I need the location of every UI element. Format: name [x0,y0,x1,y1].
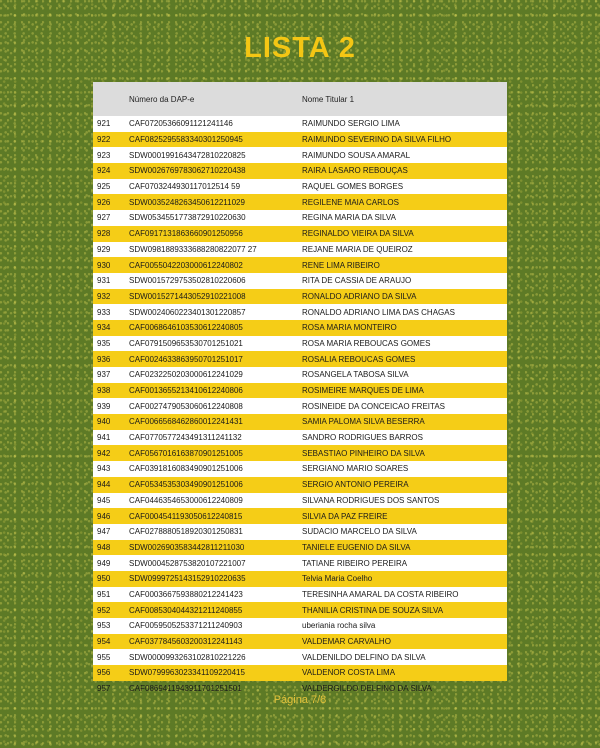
row-index: 936 [97,354,111,364]
row-holder-name: VALDERGILDO DELFINO DA SILVA [302,684,432,694]
row-index: 938 [97,386,111,396]
table-row [93,587,507,603]
row-index: 924 [97,166,111,176]
row-holder-name: RITA DE CASSIA DE ARAUJO [302,276,412,286]
row-holder-name: ROSIMEIRE MARQUES DE LIMA [302,386,424,396]
table-row [93,116,507,132]
table-row [93,634,507,650]
row-holder-name: SUDACIO MARCELO DA SILVA [302,527,417,537]
row-holder-name: TATIANE RIBEIRO PEREIRA [302,558,408,568]
row-index: 923 [97,150,111,160]
row-index: 949 [97,558,111,568]
table-row [93,571,507,587]
table-row [93,445,507,461]
row-dap-number: SDW0015271443052910221008 [129,291,246,301]
row-dap-number: CAF0003667593880212241423 [129,589,243,599]
table-row [93,414,507,430]
row-index: 945 [97,495,111,505]
row-holder-name: VALDENILDO DELFINO DA SILVA [302,652,426,662]
row-holder-name: ROSANGELA TABOSA SILVA [302,370,409,380]
row-holder-name: TANIELE EUGENIO DA SILVA [302,542,411,552]
row-dap-number: SDW0999725143152910220635 [129,574,246,584]
row-index: 930 [97,260,111,270]
row-index: 940 [97,417,111,427]
row-dap-number: SDW0015729753502810220606 [129,276,246,286]
table-row [93,210,507,226]
row-index: 955 [97,652,111,662]
row-holder-name: SERGIO ANTONIO PEREIRA [302,480,409,490]
row-holder-name: ROSA MARIA MONTEIRO [302,323,397,333]
row-index: 950 [97,574,111,584]
row-index: 947 [97,527,111,537]
row-holder-name: SANDRO RODRIGUES BARROS [302,433,423,443]
row-index: 925 [97,182,111,192]
row-holder-name: THANILIA CRISTINA DE SOUZA SILVA [302,605,444,615]
row-index: 944 [97,480,111,490]
row-holder-name: RONALDO ADRIANO DA SILVA [302,291,417,301]
row-dap-number: CAF0791509653530701251021 [129,338,243,348]
row-index: 941 [97,433,111,443]
row-dap-number: CAF0770577243491311241132 [129,433,242,443]
row-dap-number: SDW0001991643472810220825 [129,150,246,160]
row-holder-name: VALDEMAR CARVALHO [302,637,391,647]
row-holder-name: SEBASTIAO PINHEIRO DA SILVA [302,448,425,458]
row-index: 943 [97,464,111,474]
table-row [93,367,507,383]
row-index: 928 [97,229,111,239]
row-index: 932 [97,291,111,301]
row-holder-name: VALDENOR COSTA LIMA [302,668,396,678]
row-holder-name: RENE LIMA RIBEIRO [302,260,380,270]
table-row [93,555,507,571]
table-row [93,304,507,320]
page-title: LISTA 2 [244,32,356,64]
row-dap-number: CAF0534535303490901251006 [129,480,243,490]
row-holder-name: REGILENE MAIA CARLOS [302,197,399,207]
row-dap-number: CAF0085304044321211240855 [129,605,243,615]
row-holder-name: RAIRA LASARO REBOUÇAS [302,166,408,176]
row-index: 937 [97,370,111,380]
row-dap-number: CAF0027479053060612240808 [129,401,243,411]
row-index: 922 [97,135,111,145]
row-index: 931 [97,276,111,286]
row-index: 954 [97,637,111,647]
row-holder-name: REGINA MARIA DA SILVA [302,213,396,223]
row-index: 929 [97,244,111,254]
table-row [93,430,507,446]
row-dap-number: CAF0068646103530612240805 [129,323,243,333]
table-row [93,461,507,477]
table-row [93,508,507,524]
table-row [93,618,507,634]
table-row [93,163,507,179]
row-dap-number: CAF0391816083490901251006 [129,464,243,474]
table-header [93,82,507,116]
table-row [93,477,507,493]
row-holder-name: Telvia Maria Coelho [302,574,373,584]
row-index: 934 [97,323,111,333]
row-dap-number: CAF0024633863950701251017 [129,354,243,364]
row-index: 935 [97,338,111,348]
table-body [93,116,507,696]
row-holder-name: RAIMUNDO SOUSA AMARAL [302,150,411,160]
row-dap-number: CAF0917131863660901250956 [129,229,243,239]
table-row [93,147,507,163]
row-dap-number: SDW0026769783062710220438 [129,166,246,176]
table-row [93,665,507,681]
row-dap-number: CAF0278880518920301250831 [129,527,243,537]
table-row [93,524,507,540]
header-holder-name: Nome Titular 1 [302,94,355,104]
row-holder-name: ROSA MARIA REBOUCAS GOMES [302,338,431,348]
row-dap-number: CAF0377845603200312241143 [129,637,243,647]
row-holder-name: RAIMUNDO SEVERINO DA SILVA FILHO [302,135,452,145]
row-index: 953 [97,621,111,631]
row-dap-number: CAF0004541193050612240815 [129,511,243,521]
table-row [93,351,507,367]
row-holder-name: TERESINHA AMARAL DA COSTA RIBEIRO [302,589,459,599]
row-index: 921 [97,119,111,129]
row-dap-number: CAF0446354653000612240809 [129,495,243,505]
row-dap-number: CAF0055042203000612240802 [129,260,243,270]
table-row [93,383,507,399]
row-dap-number: CAF0703244930117012514 59 [129,182,241,192]
table-row [93,257,507,273]
row-holder-name: REGINALDO VIEIRA DA SILVA [302,229,414,239]
table-row [93,649,507,665]
row-dap-number: SDW0004528753820107221007 [129,558,246,568]
row-index: 956 [97,668,111,678]
table-row [93,398,507,414]
header-dap-number: Número da DAP-e [129,94,195,104]
row-index: 951 [97,589,111,599]
row-dap-number: SDW0981889333688280822077 27 [129,244,257,254]
row-holder-name: RONALDO ADRIANO LIMA DAS CHAGAS [302,307,455,317]
row-index: 957 [97,684,111,694]
row-holder-name: ROSALIA REBOUCAS GOMES [302,354,416,364]
row-index: 946 [97,511,111,521]
row-holder-name: RAQUEL GOMES BORGES [302,182,404,192]
row-index: 948 [97,542,111,552]
row-dap-number: SDW0035248263450612211029 [129,197,245,207]
row-index: 942 [97,448,111,458]
table-row [93,179,507,195]
row-dap-number: SDW0000993263102810221226 [129,652,246,662]
row-dap-number: SDW0534551773872910220630 [129,213,246,223]
row-holder-name: SILVANA RODRIGUES DOS SANTOS [302,495,440,505]
row-holder-name: ROSINEIDE DA CONCEICAO FREITAS [302,401,445,411]
row-holder-name: SAMIA PALOMA SILVA BESERRA [302,417,425,427]
row-index: 927 [97,213,111,223]
table-row [93,336,507,352]
table-row [93,493,507,509]
beneficiary-table [93,82,507,694]
row-index: 952 [97,605,111,615]
row-dap-number: CAF0825295583340301250945 [129,135,243,145]
row-index: 933 [97,307,111,317]
row-holder-name: REJANE MARIA DE QUEIROZ [302,244,413,254]
row-index: 939 [97,401,111,411]
row-dap-number: CAF0013655213410612240806 [129,386,243,396]
row-dap-number: CAF0066568462860012241431 [129,417,243,427]
row-dap-number: SDW0799963023341109220415 [129,668,245,678]
row-dap-number: CAF0232250203000612241029 [129,370,243,380]
row-index: 926 [97,197,111,207]
row-dap-number: CAF0059505253371211240903 [129,621,243,631]
row-dap-number: CAF0869411943911701251501 [129,684,242,694]
row-dap-number: CAF0567016163870901251005 [129,448,243,458]
row-holder-name: SERGIANO MARIO SOARES [302,464,409,474]
table-row [93,320,507,336]
table-row [93,602,507,618]
row-holder-name: uberiania rocha silva [302,621,376,631]
table-row [93,273,507,289]
row-holder-name: RAIMUNDO SERGIO LIMA [302,119,400,129]
row-holder-name: SILVIA DA PAZ FREIRE [302,511,388,521]
table-row [93,289,507,305]
row-dap-number: SDW0026903583442811211030 [129,542,245,552]
table-row [93,226,507,242]
table-row [93,194,507,210]
page-number: Página 7/8 [273,694,327,706]
table-row [93,540,507,556]
row-dap-number: SDW0024060223401301220857 [129,307,246,317]
row-dap-number: CAF07205366091121241146 [129,119,233,129]
table-row [93,132,507,148]
table-row [93,242,507,258]
